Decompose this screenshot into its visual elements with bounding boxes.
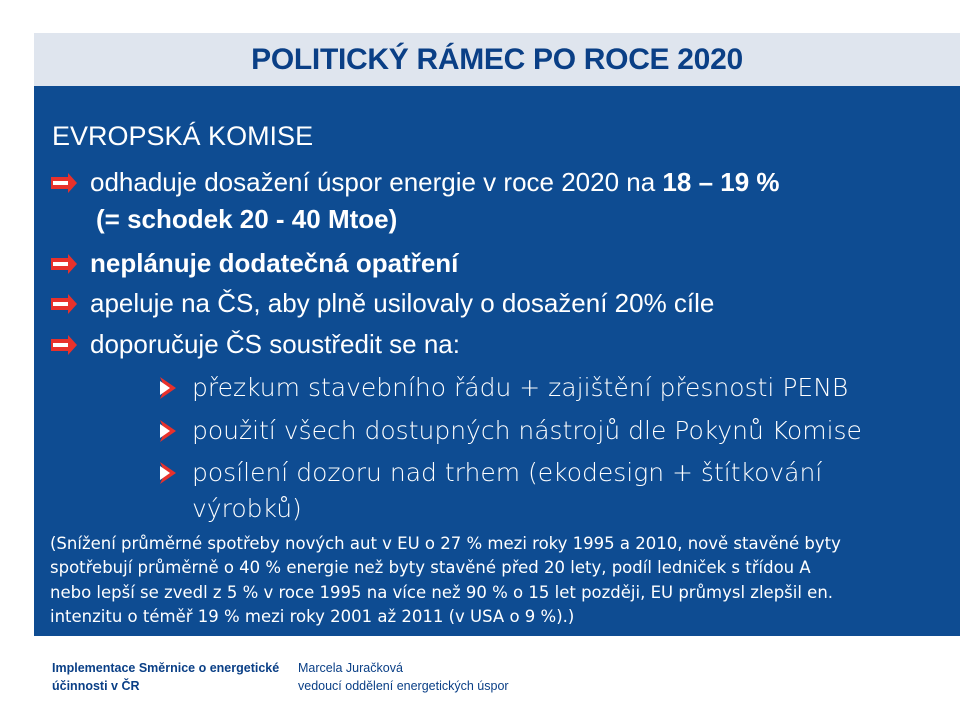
bullet-1 <box>51 167 780 198</box>
footer-right-line1: Marcela Juračková <box>298 661 403 675</box>
bullet-4-text: apeluje na ČS, aby plně usilovaly o dosažení 20% cíle <box>90 288 715 318</box>
bullet-arrow-icon <box>51 294 77 314</box>
sub-bullet-3-continuation <box>192 494 302 523</box>
note-line: spotřebují průměrně o 40 % energie než byty stavěné před 20 lety, podíl ledniček s třídou A <box>50 558 811 578</box>
sub-bullet-arrow-icon <box>160 377 176 399</box>
slide-title: POLITICKÝ RÁMEC PO ROCE 2020 <box>251 42 743 76</box>
bullet-arrow-icon <box>51 254 77 274</box>
bullet-2-text: (= schodek 20 - 40 Mtoe) <box>96 204 398 234</box>
bullet-arrow-icon <box>51 173 77 193</box>
bullet-1-text: odhaduje dosažení úspor energie v roce 2020 na <box>90 167 663 197</box>
note-line: (Snížení průměrné spotřeby nových aut v EU o 27 % mezi roky 1995 a 2010, nově stavěné byty <box>50 534 841 553</box>
note-line: intenzitu o téměř 19 % mezi roky 2001 až 2011 (v USA o 9 %).) <box>50 606 575 626</box>
bullet-4 <box>51 288 714 319</box>
bullet-2 <box>96 204 397 235</box>
sub-bullet-arrow-icon <box>160 462 176 484</box>
sub-bullet-3 <box>160 458 822 487</box>
footer-author <box>298 659 509 695</box>
bullet-5 <box>51 329 460 360</box>
sub-bullet-3-continuation-text: výrobků) <box>192 494 302 523</box>
sub-bullet-2-text: použití všech dostupných nástrojů dle Pokynů Komise <box>192 416 862 445</box>
footer-left-line2: účinnosti v ČR <box>52 679 140 693</box>
slide-panel <box>34 33 960 636</box>
sub-bullet-1-text: přezkum stavebního řádu + zajištění přesnosti PENB <box>192 373 849 402</box>
note-line: nebo lepší se zvedl z 5 % v roce 1995 na více než 90 % o 15 let později, EU průmysl zlepšil en. <box>50 582 834 602</box>
note-paragraph <box>50 532 950 629</box>
sub-bullet-2 <box>160 416 862 445</box>
bullet-arrow-icon <box>51 335 77 355</box>
sub-bullet-arrow-icon <box>160 420 176 442</box>
footer-left-line1: Implementace Směrnice o energetické <box>52 661 280 675</box>
title-bar <box>34 33 960 86</box>
bullet-3-text: neplánuje dodatečná opatření <box>90 248 459 278</box>
footer-right-line2: vedoucí oddělení energetických úspor <box>298 679 509 693</box>
bullet-3 <box>51 248 458 279</box>
sub-bullet-1 <box>160 373 848 402</box>
sub-bullet-3-text: posílení dozoru nad trhem (ekodesign + štítkování <box>192 458 823 487</box>
footer-presentation-title <box>52 659 279 695</box>
section-heading: EVROPSKÁ KOMISE <box>52 121 314 151</box>
bullet-1-bold: 18 – 19 % <box>662 167 780 197</box>
bullet-5-text: doporučuje ČS soustředit se na: <box>90 329 460 359</box>
